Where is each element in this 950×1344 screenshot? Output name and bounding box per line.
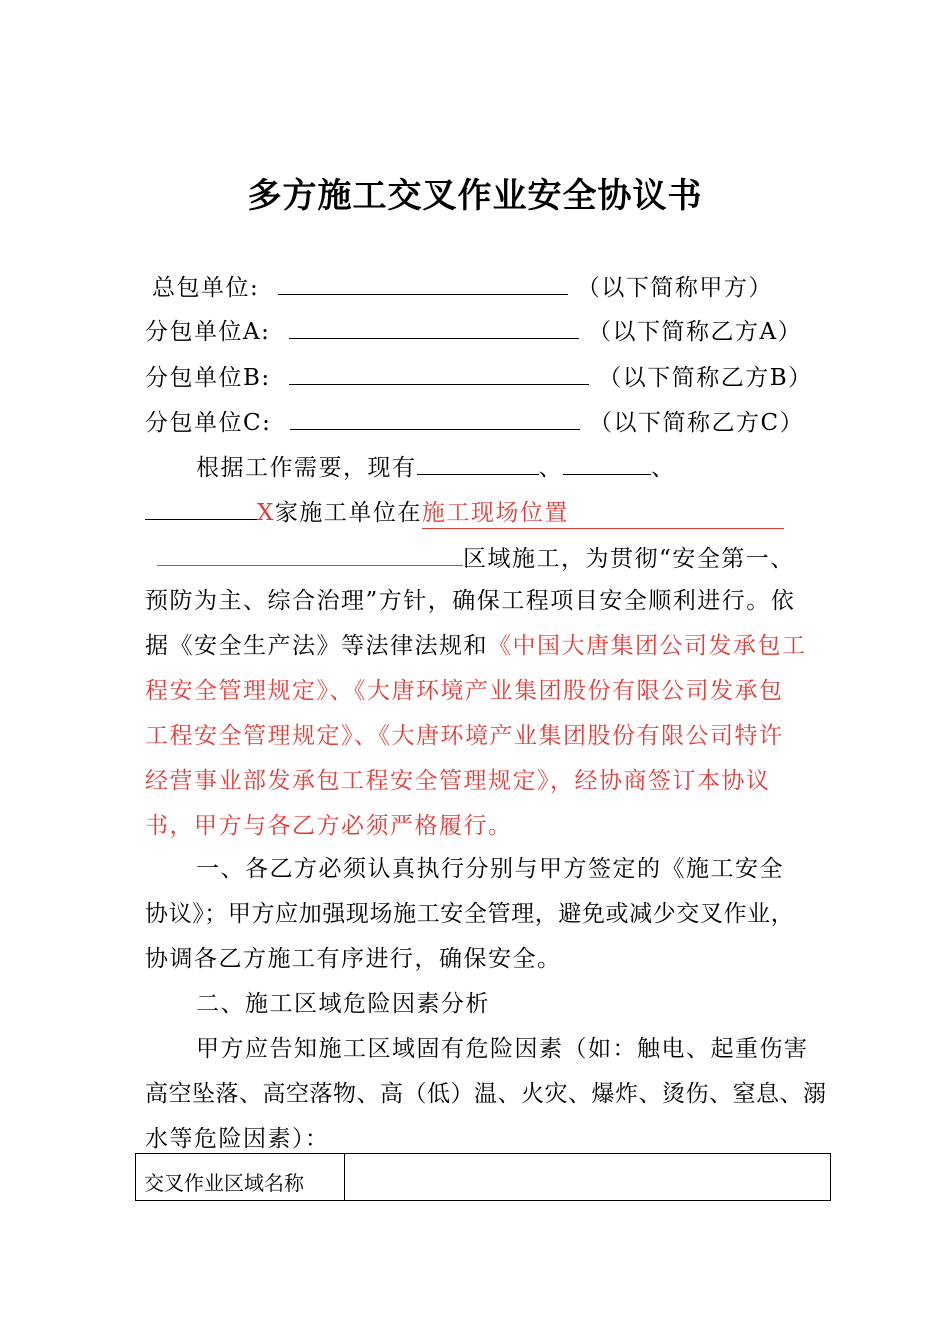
area-name-label: 交叉作业区域名称 bbox=[136, 1154, 345, 1201]
intro-line-6: 程安全管理规定》、《大唐环境产业集团股份有限公司发承包 bbox=[145, 678, 784, 704]
unit-count: X bbox=[257, 500, 275, 526]
intro-line-9: 书，甲方与各乙方必须严格履行。 bbox=[145, 813, 513, 839]
intro-line-7: 工程安全管理规定》、《大唐环境产业集团股份有限公司特许 bbox=[145, 723, 784, 749]
party-subcontractor-b bbox=[145, 360, 813, 393]
area-name-value[interactable] bbox=[345, 1154, 831, 1201]
party-name-blank[interactable] bbox=[290, 405, 580, 430]
table-row bbox=[136, 1154, 831, 1201]
party-label: 分包单位B: bbox=[145, 365, 271, 391]
intro-line-8: 经营事业部发承包工程安全管理规定》，经协商签订本协议 bbox=[145, 768, 771, 794]
party-suffix: （以下简称乙方A） bbox=[587, 319, 803, 345]
party-name-blank[interactable] bbox=[289, 314, 579, 339]
section1-line-3: 协调各乙方施工有序进行，确保安全。 bbox=[145, 946, 562, 972]
intro-text: 区域施工，为贯彻“安全第一、 bbox=[463, 546, 795, 572]
regulation-reference: 《中国大唐集团公司发承包工 bbox=[488, 633, 807, 659]
party-subcontractor-c bbox=[145, 405, 804, 438]
party-subcontractor-a bbox=[145, 314, 802, 347]
intro-line-5 bbox=[145, 631, 807, 661]
unit-blank-1[interactable] bbox=[417, 450, 539, 475]
party-suffix: （以下简称乙方C） bbox=[588, 410, 805, 436]
section2-line-3: 水等危险因素）： bbox=[145, 1126, 330, 1152]
intro-text: 根据工作需要，现有 bbox=[196, 455, 417, 481]
document-title: 多方施工交叉作业安全协议书 bbox=[247, 176, 703, 216]
party-suffix: （以下简称甲方） bbox=[576, 275, 773, 301]
section2-heading: 二、施工区域危险因素分析 bbox=[196, 991, 490, 1017]
party-label: 分包单位A: bbox=[145, 319, 271, 345]
section2-line-2: 高空坠落、高空落物、高（低）温、火灾、爆炸、烫伤、窒息、溺 bbox=[145, 1081, 827, 1107]
location-text: 施工现场位置 bbox=[421, 500, 569, 526]
intro-line-4: 预防为主、综合治理”方针，确保工程项目安全顺利进行。依 bbox=[145, 588, 796, 614]
party-label: 分包单位C: bbox=[145, 410, 272, 436]
intro-text: 家施工单位在 bbox=[274, 500, 422, 526]
location-field[interactable] bbox=[422, 498, 784, 529]
cross-operation-table bbox=[135, 1153, 831, 1201]
intro-line-3 bbox=[145, 541, 795, 574]
section2-line-1: 甲方应告知施工区域固有危险因素（如：触电、起重伤害 bbox=[196, 1036, 809, 1062]
separator: 、 bbox=[538, 455, 563, 481]
section1-line-1: 一、各乙方必须认真执行分别与甲方签定的《施工安全 bbox=[196, 856, 784, 882]
party-label: 总包单位: bbox=[152, 275, 260, 301]
party-general-contractor bbox=[152, 270, 773, 303]
unit-blank-3[interactable] bbox=[145, 495, 257, 520]
intro-text: 据《安全生产法》等法律法规和 bbox=[145, 633, 488, 659]
party-name-blank[interactable] bbox=[289, 360, 589, 385]
separator: 、 bbox=[651, 455, 676, 481]
intro-line-1 bbox=[196, 450, 676, 483]
party-suffix: （以下简称乙方B） bbox=[598, 365, 813, 391]
area-blank[interactable] bbox=[157, 541, 463, 566]
party-name-blank[interactable] bbox=[278, 270, 568, 295]
intro-line-2 bbox=[145, 495, 784, 529]
section1-line-2: 协议》；甲方应加强现场施工安全管理，避免或减少交叉作业， bbox=[145, 901, 795, 927]
unit-blank-2[interactable] bbox=[563, 450, 651, 475]
